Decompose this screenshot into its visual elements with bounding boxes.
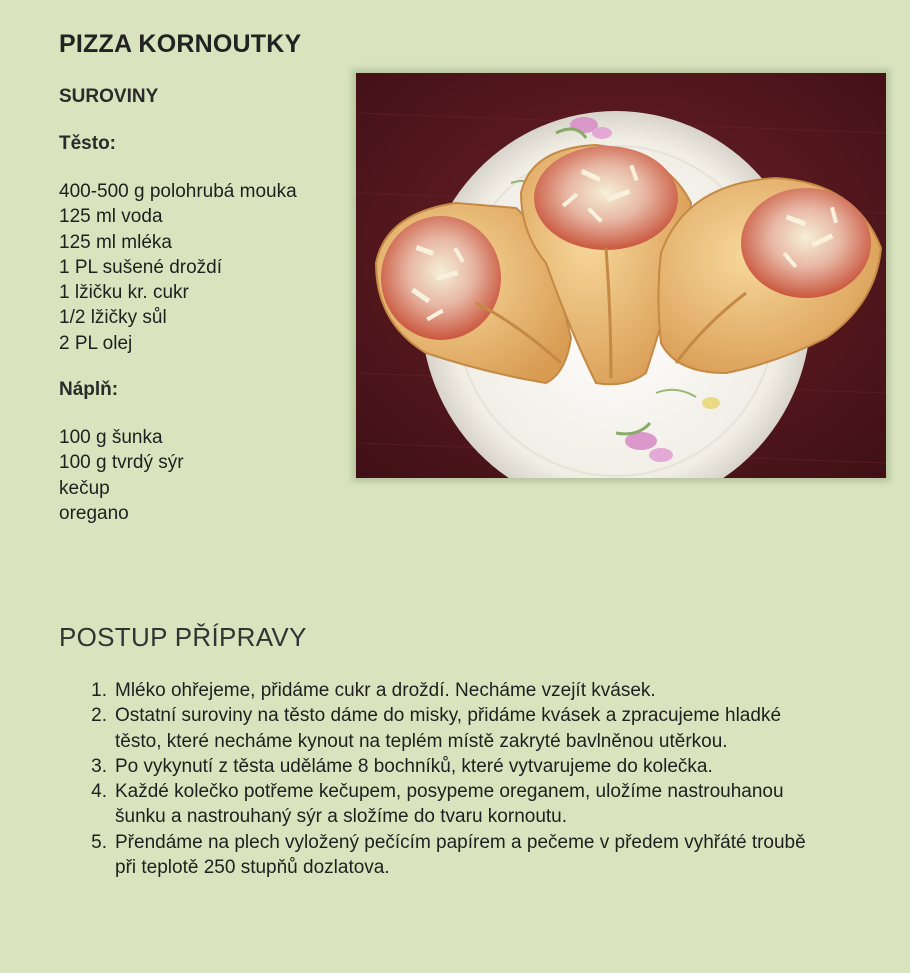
list-item: 100 g šunka [59,427,163,448]
list-item: 1/2 lžičky sůl [59,307,167,329]
list-item: 1 lžičku kr. cukr [59,282,189,304]
step-item: Mléko ohřejeme, přidáme cukr a droždí. Necháme vzejít kvásek. [115,680,656,701]
method-heading: POSTUP PŘÍPRAVY [59,622,307,652]
dough-ingredients-list [59,179,297,356]
step-item: Přendáme na plech vyložený pečícím papírem a pečeme v předem vyhřáté troubě při teplotě 250 stupňů dozlatova. [115,831,806,879]
list-item: 125 ml voda [59,206,163,228]
list-item: kečup [59,477,110,499]
step-item: Ostatní suroviny na těsto dáme do misky, přidáme kvásek a zpracujeme hladké těsto, které necháme kynout na teplém místě zakryté bavlněnou utěrkou. [115,705,782,752]
method-steps-list [115,678,815,880]
pizza-cones-photo-icon [356,73,886,478]
list-item: 125 ml mléka [59,231,172,253]
recipe-photo [356,73,886,478]
recipe-title: PIZZA KORNOUTKY [59,30,302,58]
filling-heading: Náplň: [59,379,119,400]
list-item: 1 PL sušené droždí [59,256,223,278]
list-item: 400-500 g polohrubá mouka [59,181,297,202]
step-item: Každé kolečko potřeme kečupem, posypeme oreganem, uložíme nastrouhanou šunku a nastrouhaný sýr a složíme do tvaru kornoutu. [115,781,784,828]
list-item: 100 g tvrdý sýr [59,452,184,474]
step-item: Po vykynutí z těsta uděláme 8 bochníků, které vytvarujeme do kolečka. [115,755,713,777]
dough-heading: Těsto: [59,133,116,154]
list-item: oregano [59,502,129,524]
list-item: 2 PL olej [59,332,133,354]
ingredients-heading: SUROVINY [59,86,159,107]
filling-ingredients-list [59,425,184,526]
